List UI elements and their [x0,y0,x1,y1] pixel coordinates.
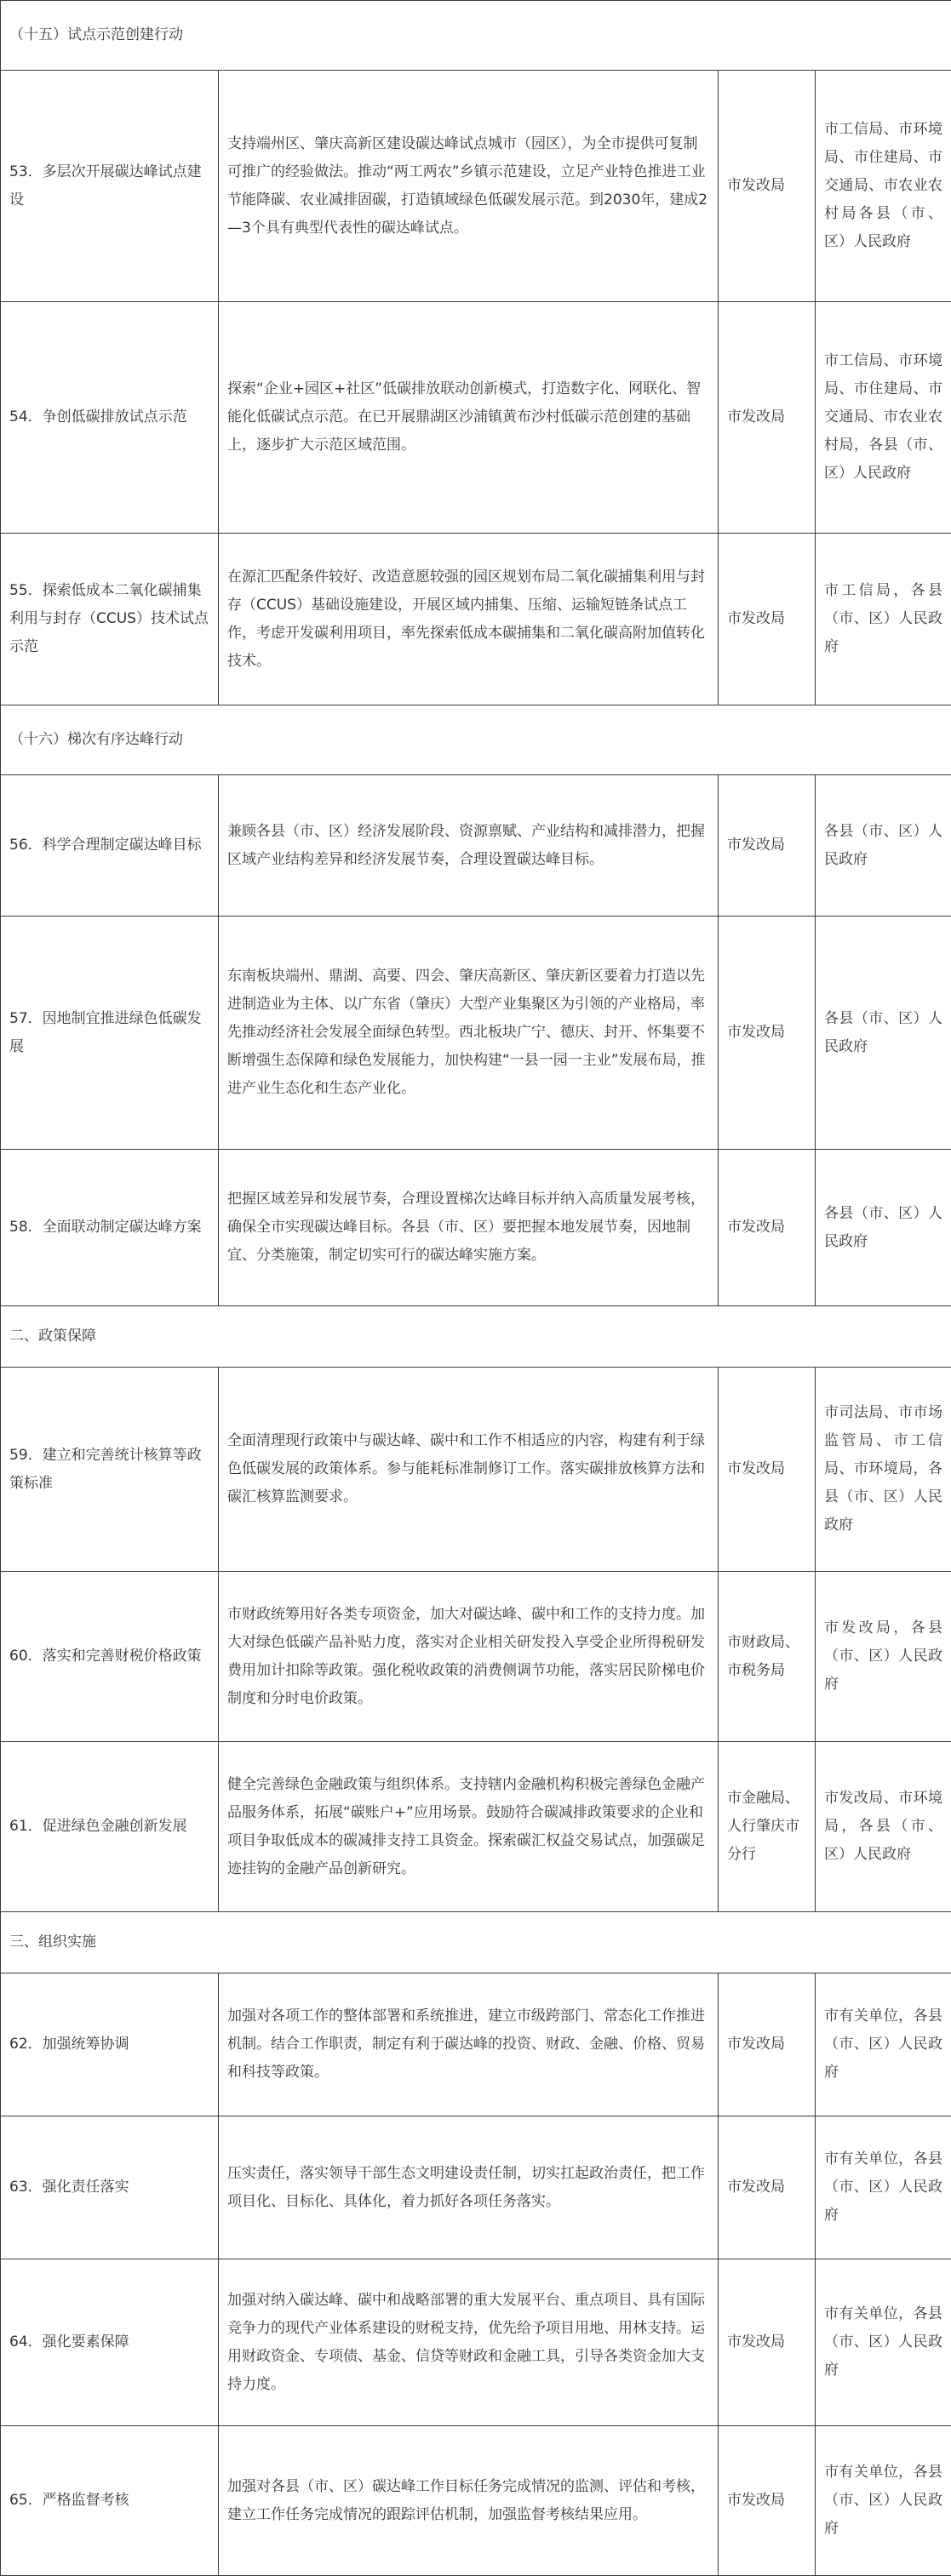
table-row [1,534,951,705]
task-content-cell: 加强对各项工作的整体部署和系统推进，建立市级跨部门、常态化工作推进机制。结合工作职责，制定有利于碳达峰的投资、财政、金融、价格、贸易和科技等政策。 [219,1973,719,2116]
task-name-cell: 63．强化责任落实 [1,2116,219,2259]
lead-department-cell: 市发改局 [719,775,816,917]
task-name-cell: 53．多层次开展碳达峰试点建设 [1,71,219,302]
table-row [1,1572,951,1742]
lead-department-cell: 市发改局 [719,2116,816,2259]
responsible-units-cell: 市有关单位，各县（市、区）人民政府 [816,1973,951,2116]
responsible-units-cell: 市发改局，各县（市、区）人民政府 [816,1572,951,1742]
section-row [1,1306,951,1368]
table-row [1,2426,951,2576]
task-name-cell: 58．全面联动制定碳达峰方案 [1,1150,219,1306]
responsible-units-cell: 各县（市、区）人民政府 [816,917,951,1150]
section-row [1,1,951,71]
task-name-cell: 57．因地制宜推进绿色低碳发展 [1,917,219,1150]
task-content-cell: 兼顾各县（市、区）经济发展阶段、资源禀赋、产业结构和减排潜力，把握区域产业结构差异和经济发展节奏，合理设置碳达峰目标。 [219,775,719,917]
task-name-cell: 54．争创低碳排放试点示范 [1,302,219,534]
table-row [1,2259,951,2426]
table-row [1,1150,951,1306]
lead-department-cell: 市发改局 [719,917,816,1150]
lead-department-cell: 市发改局 [719,1368,816,1572]
table-row [1,1368,951,1572]
task-content-cell: 市财政统筹用好各类专项资金，加大对碳达峰、碳中和工作的支持力度。加大对绿色低碳产品补贴力度，落实对企业相关研发投入享受企业所得税研发费用加计扣除等政策。强化税收政策的消费侧调节功能，落实居民阶梯电价制度和分时电价政策。 [219,1572,719,1742]
table-row [1,917,951,1150]
table-row [1,775,951,917]
lead-department-cell: 市发改局 [719,1973,816,2116]
responsible-units-cell: 市司法局、市市场监管局、市工信局、市环境局，各县（市、区）人民政府 [816,1368,951,1572]
task-name-cell: 61．促进绿色金融创新发展 [1,1742,219,1912]
task-table-body [1,1,951,2576]
responsible-units-cell: 各县（市、区）人民政府 [816,775,951,917]
lead-department-cell: 市发改局 [719,534,816,705]
responsible-units-cell: 市有关单位，各县（市、区）人民政府 [816,2426,951,2576]
section-heading: （十六）梯次有序达峰行动 [1,705,951,775]
section-heading: （十五）试点示范创建行动 [1,1,951,71]
table-row [1,302,951,534]
table-row [1,1973,951,2116]
lead-department-cell: 市发改局 [719,302,816,534]
task-content-cell: 加强对纳入碳达峰、碳中和战略部署的重大发展平台、重点项目、具有国际竞争力的现代产业体系建设的财税支持，优先给予项目用地、用林支持。运用财政资金、专项债、基金、信贷等财政和金融工具，引导各类资金加大支持力度。 [219,2259,719,2426]
task-name-cell: 65．严格监督考核 [1,2426,219,2576]
task-name-cell: 55．探索低成本二氧化碳捕集利用与封存（CCUS）技术试点示范 [1,534,219,705]
section-heading: 二、政策保障 [1,1306,951,1368]
task-content-cell: 压实责任，落实领导干部生态文明建设责任制，切实扛起政治责任，把工作项目化、目标化、具体化，着力抓好各项任务落实。 [219,2116,719,2259]
task-name-cell: 64．强化要素保障 [1,2259,219,2426]
responsible-units-cell: 市工信局、市环境局、市住建局、市交通局、市农业农村局各县（市、区）人民政府 [816,71,951,302]
task-name-cell: 56．科学合理制定碳达峰目标 [1,775,219,917]
responsible-units-cell: 市有关单位，各县（市、区）人民政府 [816,2259,951,2426]
task-content-cell: 东南板块端州、鼎湖、高要、四会、肇庆高新区、肇庆新区要着力打造以先进制造业为主体、以广东省（肇庆）大型产业集聚区为引领的产业格局，率先推动经济社会发展全面绿色转型。西北板块广宁、德庆、封开、怀集要不断增强生态保障和绿色发展能力，加快构建“一县一园一主业”发展布局，推进产业生态化和生态产业化。 [219,917,719,1150]
lead-department-cell: 市发改局 [719,2259,816,2426]
task-content-cell: 支持端州区、肇庆高新区建设碳达峰试点城市（园区），为全市提供可复制可推广的经验做法。推动“两工两农”乡镇示范建设，立足产业特色推进工业节能降碳、农业减排固碳，打造镇域绿色低碳发展示范。到2030年，建成2—3个具有典型代表性的碳达峰试点。 [219,71,719,302]
lead-department-cell: 市发改局 [719,1150,816,1306]
task-content-cell: 健全完善绿色金融政策与组织体系。支持辖内金融机构积极完善绿色金融产品服务体系，拓展“碳账户+”应用场景。鼓励符合碳减排政策要求的企业和项目争取低成本的碳减排支持工具资金。探索碳汇权益交易试点，加强碳足迹挂钩的金融产品创新研究。 [219,1742,719,1912]
responsible-units-cell: 市工信局，各县（市、区）人民政府 [816,534,951,705]
lead-department-cell: 市发改局 [719,71,816,302]
table-row [1,1742,951,1912]
task-name-cell: 62．加强统筹协调 [1,1973,219,2116]
section-row [1,1912,951,1973]
section-row [1,705,951,775]
task-content-cell: 全面清理现行政策中与碳达峰、碳中和工作不相适应的内容，构建有利于绿色低碳发展的政策体系。参与能耗标准制修订工作。落实碳排放核算方法和碳汇核算监测要求。 [219,1368,719,1572]
responsible-units-cell: 各县（市、区）人民政府 [816,1150,951,1306]
table-row [1,71,951,302]
responsible-units-cell: 市发改局、市环境局，各县（市、区）人民政府 [816,1742,951,1912]
lead-department-cell: 市金融局、人行肇庆市分行 [719,1742,816,1912]
lead-department-cell: 市财政局、市税务局 [719,1572,816,1742]
section-heading: 三、组织实施 [1,1912,951,1973]
task-content-cell: 在源汇匹配条件较好、改造意愿较强的园区规划布局二氧化碳捕集利用与封存（CCUS）基础设施建设，开展区域内捕集、压缩、运输短链条试点工作，考虑开发碳利用项目，率先探索低成本碳捕集和二氧化碳高附加值转化技术。 [219,534,719,705]
responsible-units-cell: 市有关单位，各县（市、区）人民政府 [816,2116,951,2259]
task-content-cell: 加强对各县（市、区）碳达峰工作目标任务完成情况的监测、评估和考核，建立工作任务完成情况的跟踪评估机制，加强监督考核结果应用。 [219,2426,719,2576]
lead-department-cell: 市发改局 [719,2426,816,2576]
task-content-cell: 探索“企业+园区+社区”低碳排放联动创新模式，打造数字化、网联化、智能化低碳试点示范。在已开展鼎湖区沙浦镇黄布沙村低碳示范创建的基础上，逐步扩大示范区域范围。 [219,302,719,534]
responsible-units-cell: 市工信局、市环境局、市住建局、市交通局、市农业农村局，各县（市、区）人民政府 [816,302,951,534]
task-name-cell: 59．建立和完善统计核算等政策标准 [1,1368,219,1572]
task-name-cell: 60．落实和完善财税价格政策 [1,1572,219,1742]
task-content-cell: 把握区域差异和发展节奏，合理设置梯次达峰目标并纳入高质量发展考核，确保全市实现碳达峰目标。各县（市、区）要把握本地发展节奏，因地制宜、分类施策，制定切实可行的碳达峰实施方案。 [219,1150,719,1306]
table-row [1,2116,951,2259]
